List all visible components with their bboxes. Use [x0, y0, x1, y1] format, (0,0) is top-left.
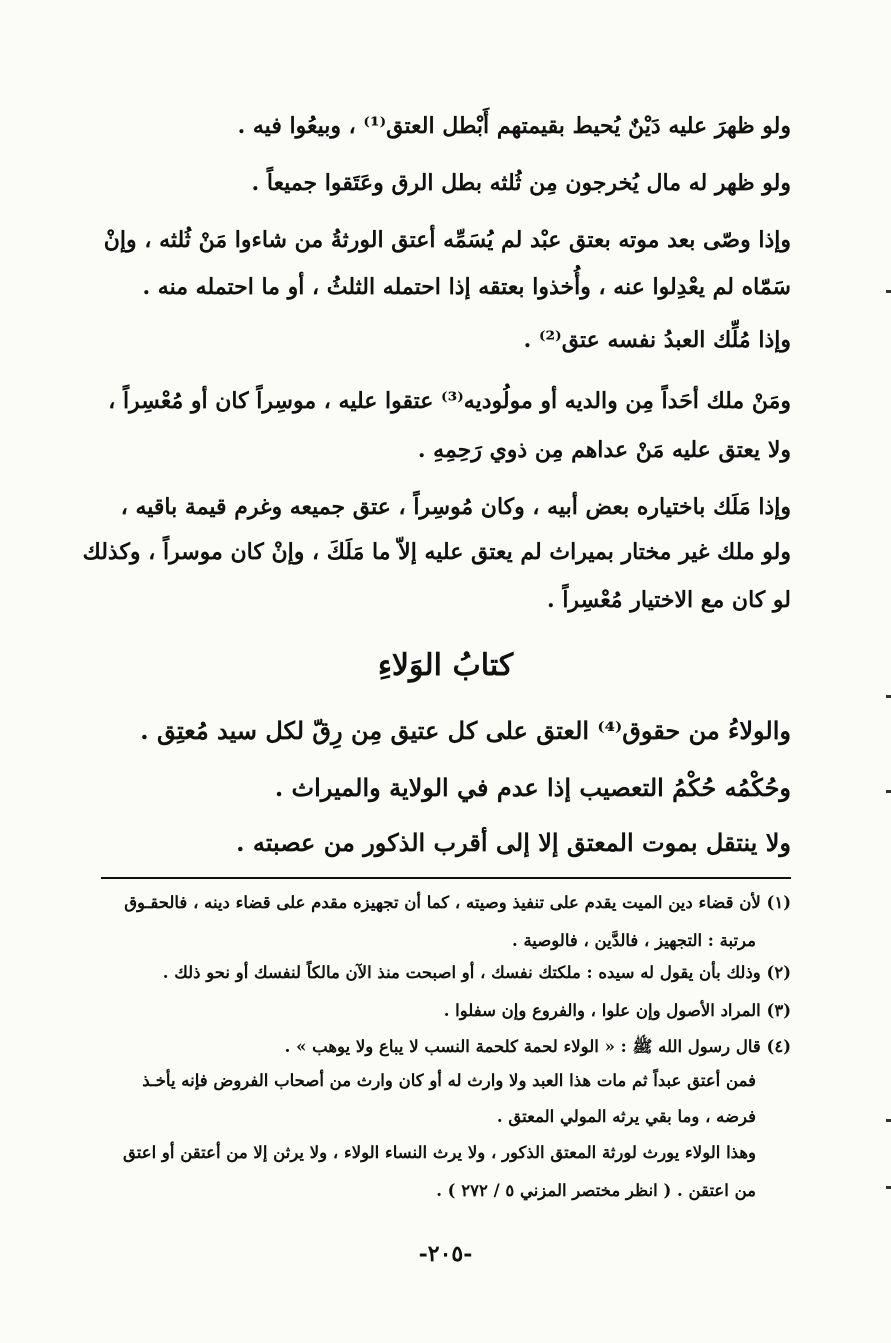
page-number: -٢٠٥- — [418, 1241, 473, 1267]
scan-edge-mark — [886, 1119, 891, 1122]
footnote-line-3: (٢) وذلك بأن يقول له سيده : ملكتك نفسك ، أو اصبحت منذ الآن مالكاً لنفسك أو نحو ذلك . — [162, 963, 791, 982]
body-line-4: سَمّاه لم يعْدِلوا عنه ، وأُخذوا بعتقه إذا احتمله الثلثُ ، أو ما احتمله منه . — [142, 274, 791, 300]
body-line-7: ولا يعتق عليه مَنْ عداهم مِن ذوي رَحِمِهِ . — [417, 437, 791, 463]
footnote-line-5: (٤) قال رسول الله ﷺ : « الولاء لحمة كلحمة النسب لا يباع ولا يوهب » . — [284, 1037, 791, 1056]
body-line-3: وإذا وصّى بعد موته بعتق عبْد لم يُسَمِّه أعتق الورثةُ من شاءوا مَنْ ثُلثه ، وإنْ — [103, 227, 791, 253]
footnote-line-4: (٣) المراد الأصول وإن علوا ، والفروع وإن سفلوا . — [443, 1001, 791, 1020]
section-line-3: ولا ينتقل بموت المعتق إلا إلى أقرب الذكور من عصبته . — [236, 828, 791, 857]
section-line-1: والولاءُ من حقوق⁽⁴⁾ العتق على كل عتيق مِن رِقّ لكل سيد مُعتِق . — [140, 716, 791, 745]
section-line-2: وحُكْمُه حُكْمُ التعصيب إذا عدم في الولاية والميراث . — [274, 773, 791, 802]
scan-edge-mark — [886, 1186, 891, 1189]
scan-edge-mark — [886, 290, 891, 293]
section-title: كتابُ الوَلاءِ — [377, 648, 514, 683]
scan-edge-mark — [886, 695, 891, 698]
body-line-9: ولو ملك غير مختار بميراث لم يعتق عليه إلاّ ما مَلَكَ ، وإنْ كان موسراً ، وكذلك — [82, 539, 791, 565]
footnote-line-8: وهذا الولاء يورث لورثة المعتق الذكور ، ولا يرث النساء الولاء ، ولا يرثن إلا من أعتقن أو اعتق — [123, 1143, 756, 1162]
body-line-8: وإذا مَلَك باختياره بعض أبيه ، وكان مُوسِراً ، عتق جميعه وغرم قيمة باقيه ، — [120, 494, 791, 520]
scan-edge-mark — [886, 790, 891, 793]
footnote-line-6: فمن أعتق عبداً ثم مات هذا العبد ولا وارث له أو كان وارث من أصحاب الفروض فإنه يأخـذ — [142, 1071, 756, 1090]
footnote-line-1: (١) لأن قضاء دين الميت يقدم على تنفيذ وصيته ، كما أن تجهيزه مقدم على قضاء دينه ، فالحقـوق — [124, 893, 791, 912]
body-line-6: ومَنْ ملك أحَداً مِن والديه أو مولُوديه⁽³⁾ عتقوا عليه ، موسِراً كان أو مُعْسِراً ، — [108, 388, 791, 414]
footnote-line-7: فرضه ، وما بقي يرثه المولي المعتق . — [496, 1107, 756, 1126]
footnote-line-9: من اعتقن . ( انظر مختصر المزني ٥ / ٢٧٢ ) . — [436, 1181, 756, 1200]
body-line-1: ولو ظهرَ عليه دَيْنٌ يُحيط بقيمتهم أَبْطل العتق⁽¹⁾ ، وبيعُوا فيه . — [237, 113, 791, 139]
footnote-separator — [101, 877, 791, 879]
footnote-line-2: مرتبة : التجهيز ، فالدَّين ، فالوصية . — [511, 931, 756, 950]
body-line-2: ولو ظهر له مال يُخرجون مِن ثُلثه بطل الرق وعَتَقوا جميعاً . — [251, 170, 791, 196]
body-line-5: وإذا مُلِّك العبدُ نفسه عتق⁽²⁾ . — [523, 327, 791, 353]
body-line-10: لو كان مع الاختيار مُعْسِراً . — [547, 587, 791, 613]
